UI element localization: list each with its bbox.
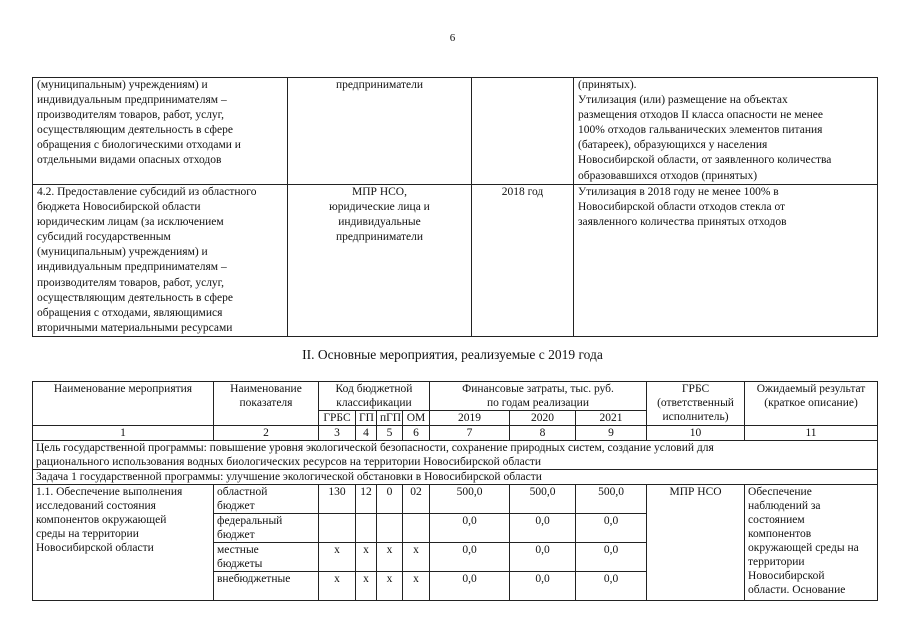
text-line: бюджет (217, 500, 255, 512)
col-number: 8 (510, 426, 576, 441)
code-pgp-cell: x (377, 572, 403, 601)
value-2019-cell: 0,0 (430, 572, 510, 601)
indicator-cell (214, 543, 319, 572)
text-line: юридическим лицам (за исключением (37, 216, 224, 229)
col-number: 9 (576, 426, 647, 441)
header-year-2019: 2019 (430, 411, 510, 426)
text-line: (муниципальным) учреждениям) и (37, 79, 208, 91)
col-number: 1 (33, 426, 214, 441)
text-line: Новосибирской области, от заявленного количества (578, 154, 832, 167)
program-task: Задача 1 государственной программы: улучшение экологической обстановки в Новосибирской области (33, 470, 878, 485)
text-line: (муниципальным) учреждениям) и (37, 246, 208, 259)
text-line: компонентов окружающей (36, 514, 167, 526)
code-om-cell: 02 (403, 485, 430, 514)
col-number: 6 (403, 426, 430, 441)
year-cell: 2018 год (472, 185, 574, 337)
text-line: компонентов (748, 528, 812, 540)
text-line: Новосибирской (748, 570, 825, 582)
text-line: федеральный (217, 515, 283, 527)
executor-cell (288, 78, 472, 185)
header-code-grbs: ГРБС (319, 411, 356, 426)
text-line: местные (217, 544, 259, 556)
text-line: предприниматели (335, 79, 424, 91)
section-title: II. Основные мероприятия, реализуемые с 2019 года (302, 347, 603, 362)
code-grbs-cell: x (319, 543, 356, 572)
text-line: исследований состояния (36, 500, 156, 512)
value-2019-cell: 0,0 (430, 514, 510, 543)
grbs-executor-cell: МПР НСО (647, 485, 745, 601)
text-line: (батареек), образующихся у населения (578, 139, 768, 152)
text-line: (краткое описание) (764, 397, 858, 409)
code-om-cell: x (403, 572, 430, 601)
table-row (33, 485, 878, 514)
text-line: предприниматели (335, 231, 424, 244)
table-row (33, 78, 878, 185)
text-line: 100% отходов гальванических элементов питания (578, 124, 823, 137)
code-om-cell: x (403, 543, 430, 572)
task-row (33, 470, 878, 485)
value-2020-cell: 500,0 (510, 485, 576, 514)
expected-result-cell (745, 485, 878, 601)
col-number: 10 (647, 426, 745, 441)
text-line: рационального использования водных биологических ресурсов на территории Новосибирской области (36, 456, 542, 468)
indicator-cell (214, 514, 319, 543)
text-line: наблюдений за (748, 500, 821, 512)
text-line: исполнитель) (662, 411, 729, 423)
text-line: юридические лица и (329, 201, 430, 214)
header-code-pgp: пГП (377, 411, 403, 426)
main-activities-table (32, 381, 878, 601)
col-number: 7 (430, 426, 510, 441)
executor-cell (288, 185, 472, 337)
text-line: областной (217, 486, 268, 498)
text-line: ГРБС (681, 383, 710, 395)
text-line: Финансовые затраты, тыс. руб. (462, 383, 614, 395)
text-line: вторичными материальными ресурсами (37, 321, 233, 334)
event-name-cell (33, 485, 214, 601)
text-line: субсидий государственным (37, 231, 171, 244)
code-pgp-cell (377, 514, 403, 543)
indicator-cell (214, 485, 319, 514)
text-line: области. Основание (748, 584, 846, 596)
result-cell (574, 185, 878, 337)
text-line: бюджеты (217, 558, 263, 570)
header-event-name: Наименование мероприятия (33, 382, 214, 426)
text-line: образовавшихся отходов (принятых) (578, 169, 758, 182)
code-grbs-cell (319, 514, 356, 543)
page-number: 6 (449, 32, 456, 44)
value-2019-cell: 500,0 (430, 485, 510, 514)
code-pgp-cell: 0 (377, 485, 403, 514)
header-row (33, 382, 878, 411)
value-2020-cell: 0,0 (510, 543, 576, 572)
header-year-2020: 2020 (510, 411, 576, 426)
text-line: осуществляющим деятельность в сфере (37, 124, 233, 137)
year-cell (472, 78, 574, 185)
text-line: обращения с отходами, являющимися (37, 306, 223, 319)
text-line: Новосибирской области отходов стекла от (578, 201, 786, 214)
goal-row (33, 441, 878, 470)
text-line: осуществляющим деятельность в сфере (37, 291, 233, 304)
text-line: Утилизация в 2018 году не менее 100% в (578, 186, 779, 198)
header-code-gp: ГП (356, 411, 377, 426)
col-number: 4 (356, 426, 377, 441)
code-gp-cell: x (356, 572, 377, 601)
text-line: среды на территории (36, 528, 139, 540)
col-number: 2 (214, 426, 319, 441)
text-line: территории (748, 556, 805, 568)
text-line: окружающей среды на (748, 542, 859, 554)
text-line: (принятых). (578, 79, 637, 91)
value-2020-cell: 0,0 (510, 572, 576, 601)
text-line: 1.1. Обеспечение выполнения (36, 486, 183, 498)
header-budget-code (319, 382, 430, 411)
text-line: размещения отходов II класса опасности не менее (578, 109, 823, 122)
text-line: по годам реализации (487, 397, 589, 409)
result-cell (574, 78, 878, 185)
code-grbs-cell: 130 (319, 485, 356, 514)
measure-name-cell (33, 78, 288, 185)
text-line: внебюджетные (217, 573, 291, 585)
text-line: бюджет (217, 529, 255, 541)
value-2021-cell: 0,0 (576, 543, 647, 572)
text-line: Наименование (230, 383, 302, 395)
program-goal (33, 441, 878, 470)
value-2021-cell: 500,0 (576, 485, 647, 514)
value-2020-cell: 0,0 (510, 514, 576, 543)
text-line: МПР НСО, (352, 186, 407, 198)
code-gp-cell (356, 514, 377, 543)
text-line: индивидуальные (338, 216, 421, 229)
measure-name-cell (33, 185, 288, 337)
header-financial-costs (430, 382, 647, 411)
value-2019-cell: 0,0 (430, 543, 510, 572)
text-line: Новосибирской области (36, 542, 154, 554)
header-expected-result (745, 382, 878, 426)
code-gp-cell: x (356, 543, 377, 572)
col-number: 5 (377, 426, 403, 441)
text-line: индивидуальным предпринимателям – (37, 261, 227, 274)
text-line: 4.2. Предоставление субсидий из областного (37, 186, 257, 198)
column-number-row (33, 426, 878, 441)
text-line: состоянием (748, 514, 805, 526)
text-line: отдельными видами опасных отходов (37, 154, 222, 167)
text-line: Обеспечение (748, 486, 812, 498)
text-line: Цель государственной программы: повышение уровня экологической безопасности, сохранение природных систем, создание условий для (36, 442, 714, 454)
col-number: 11 (745, 426, 878, 441)
indicator-cell (214, 572, 319, 601)
header-code-om: ОМ (403, 411, 430, 426)
code-gp-cell: 12 (356, 485, 377, 514)
text-line: производителям товаров, работ, услуг, (37, 276, 224, 289)
text-line: показателя (239, 397, 293, 409)
table-row (33, 185, 878, 337)
text-line: (ответственный (657, 397, 734, 409)
text-line: бюджета Новосибирской области (37, 201, 201, 214)
col-number: 3 (319, 426, 356, 441)
text-line: индивидуальным предпринимателям – (37, 94, 227, 107)
header-year-2021: 2021 (576, 411, 647, 426)
code-pgp-cell: x (377, 543, 403, 572)
value-2021-cell: 0,0 (576, 572, 647, 601)
text-line: Код бюджетной (335, 383, 413, 395)
value-2021-cell: 0,0 (576, 514, 647, 543)
code-om-cell (403, 514, 430, 543)
text-line: Утилизация (или) размещение на объектах (578, 94, 788, 107)
header-grbs (647, 382, 745, 426)
code-grbs-cell: x (319, 572, 356, 601)
text-line: заявленного количества принятых отходов (578, 216, 787, 229)
continuation-table (32, 77, 878, 337)
text-line: классификации (336, 397, 412, 409)
header-indicator-name (214, 382, 319, 426)
text-line: производителям товаров, работ, услуг, (37, 109, 224, 122)
text-line: Ожидаемый результат (756, 383, 866, 395)
text-line: обращения с биологическими отходами и (37, 139, 241, 152)
